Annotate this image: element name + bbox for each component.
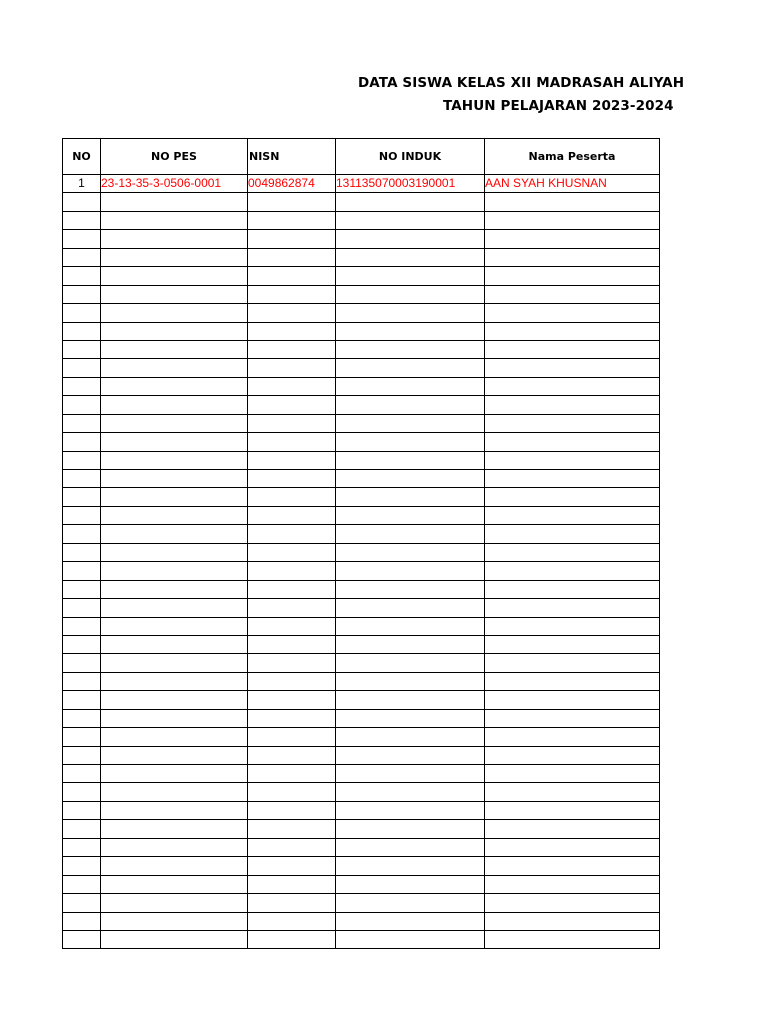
cell-nama-peserta [485, 894, 660, 912]
cell-no-induk [336, 451, 485, 469]
cell-nisn [248, 635, 336, 653]
cell-nama-peserta [485, 396, 660, 414]
cell-no-pes [101, 285, 248, 303]
cell-no-pes [101, 838, 248, 856]
cell-nisn [248, 728, 336, 746]
cell-nisn: 0049862874 [248, 175, 336, 193]
cell-no [63, 414, 101, 432]
header-no: NO [63, 139, 101, 175]
cell-no [63, 783, 101, 801]
cell-no [63, 230, 101, 248]
cell-no-induk [336, 765, 485, 783]
cell-no [63, 285, 101, 303]
cell-nisn [248, 285, 336, 303]
cell-nisn [248, 211, 336, 229]
cell-nama-peserta [485, 709, 660, 727]
cell-no-induk [336, 322, 485, 340]
document-title [0, 0, 768, 130]
cell-nama-peserta [485, 838, 660, 856]
cell-nisn [248, 599, 336, 617]
cell-no [63, 433, 101, 451]
cell-nisn [248, 359, 336, 377]
table-row [63, 285, 660, 303]
cell-nama-peserta [485, 230, 660, 248]
cell-nisn [248, 672, 336, 690]
cell-nama-peserta [485, 322, 660, 340]
cell-no-pes [101, 875, 248, 893]
cell-no-induk: 131135070003190001 [336, 175, 485, 193]
cell-no [63, 193, 101, 211]
cell-nisn [248, 433, 336, 451]
table-row [63, 783, 660, 801]
cell-nisn [248, 580, 336, 598]
cell-nama-peserta [485, 691, 660, 709]
title-line-2: TAHUN PELAJARAN 2023-2024 [443, 98, 674, 114]
cell-nisn [248, 617, 336, 635]
cell-no-pes [101, 765, 248, 783]
cell-nama-peserta [485, 654, 660, 672]
title-line-1: DATA SISWA KELAS XII MADRASAH ALIYAH [358, 75, 685, 91]
table-row [63, 267, 660, 285]
cell-no-pes [101, 322, 248, 340]
cell-no-pes [101, 930, 248, 948]
cell-no-induk [336, 580, 485, 598]
cell-no-pes [101, 728, 248, 746]
cell-no [63, 728, 101, 746]
table-row [63, 248, 660, 266]
cell-no-induk [336, 396, 485, 414]
cell-nama-peserta [485, 857, 660, 875]
cell-no-induk [336, 562, 485, 580]
table-row [63, 820, 660, 838]
cell-nama-peserta [485, 488, 660, 506]
cell-no [63, 875, 101, 893]
cell-nisn [248, 451, 336, 469]
cell-nisn [248, 691, 336, 709]
table-row [63, 801, 660, 819]
cell-nama-peserta [485, 193, 660, 211]
table-row [63, 175, 660, 193]
cell-no-induk [336, 709, 485, 727]
cell-nisn [248, 525, 336, 543]
cell-no-pes [101, 525, 248, 543]
table-row [63, 414, 660, 432]
cell-nisn [248, 654, 336, 672]
cell-no [63, 580, 101, 598]
cell-no-induk [336, 672, 485, 690]
table-row [63, 709, 660, 727]
cell-no-pes [101, 377, 248, 395]
cell-no [63, 709, 101, 727]
header-no-induk: NO INDUK [336, 139, 485, 175]
cell-no [63, 543, 101, 561]
cell-no: 1 [63, 175, 101, 193]
cell-nama-peserta [485, 728, 660, 746]
cell-nama-peserta [485, 820, 660, 838]
cell-nisn [248, 340, 336, 358]
cell-nama-peserta [485, 930, 660, 948]
table-row [63, 672, 660, 690]
cell-no [63, 930, 101, 948]
cell-no-pes [101, 543, 248, 561]
cell-nama-peserta [485, 248, 660, 266]
cell-no [63, 894, 101, 912]
cell-no-pes [101, 267, 248, 285]
cell-nama-peserta [485, 746, 660, 764]
table-row [63, 894, 660, 912]
cell-no-induk [336, 193, 485, 211]
cell-nisn [248, 820, 336, 838]
cell-nisn [248, 857, 336, 875]
table-row [63, 322, 660, 340]
cell-no [63, 635, 101, 653]
cell-nisn [248, 562, 336, 580]
cell-nama-peserta [485, 414, 660, 432]
cell-no-pes [101, 230, 248, 248]
cell-nisn [248, 746, 336, 764]
cell-nama-peserta [485, 801, 660, 819]
cell-no-induk [336, 248, 485, 266]
cell-no [63, 267, 101, 285]
cell-nama-peserta [485, 525, 660, 543]
cell-no-pes [101, 635, 248, 653]
cell-no-induk [336, 728, 485, 746]
cell-nama-peserta [485, 470, 660, 488]
cell-no-induk [336, 304, 485, 322]
cell-nisn [248, 193, 336, 211]
cell-no-induk [336, 838, 485, 856]
cell-no-pes [101, 396, 248, 414]
table-row [63, 488, 660, 506]
table-row [63, 377, 660, 395]
cell-no-pes [101, 820, 248, 838]
cell-no-induk [336, 930, 485, 948]
header-nama-peserta: Nama Peserta [485, 139, 660, 175]
cell-no-induk [336, 359, 485, 377]
cell-nama-peserta [485, 617, 660, 635]
cell-no-pes [101, 248, 248, 266]
table-row [63, 617, 660, 635]
cell-no-pes [101, 304, 248, 322]
cell-no-induk [336, 377, 485, 395]
table-row [63, 691, 660, 709]
cell-nisn [248, 322, 336, 340]
cell-no-induk [336, 801, 485, 819]
cell-no [63, 377, 101, 395]
cell-nama-peserta [485, 912, 660, 930]
table-row [63, 525, 660, 543]
cell-nama-peserta [485, 506, 660, 524]
cell-no-induk [336, 635, 485, 653]
cell-nisn [248, 506, 336, 524]
cell-no [63, 801, 101, 819]
table-row [63, 930, 660, 948]
cell-nisn [248, 912, 336, 930]
cell-no [63, 506, 101, 524]
cell-no-pes [101, 580, 248, 598]
cell-no-induk [336, 894, 485, 912]
table-row [63, 433, 660, 451]
table-row [63, 580, 660, 598]
cell-no-induk [336, 543, 485, 561]
table-row [63, 340, 660, 358]
student-table [62, 138, 660, 949]
cell-no-induk [336, 488, 485, 506]
cell-no [63, 654, 101, 672]
cell-no-pes [101, 801, 248, 819]
cell-no-induk [336, 857, 485, 875]
header-nisn: NISN [248, 139, 336, 175]
cell-no-pes [101, 193, 248, 211]
cell-nama-peserta: AAN SYAH KHUSNAN [485, 175, 660, 193]
cell-no [63, 746, 101, 764]
table-row [63, 543, 660, 561]
cell-no [63, 765, 101, 783]
cell-no-pes [101, 709, 248, 727]
cell-no-induk [336, 654, 485, 672]
table-row [63, 765, 660, 783]
cell-no [63, 304, 101, 322]
table-row [63, 396, 660, 414]
cell-nisn [248, 248, 336, 266]
cell-nisn [248, 267, 336, 285]
table-row [63, 470, 660, 488]
cell-nisn [248, 470, 336, 488]
table-row [63, 304, 660, 322]
cell-no [63, 470, 101, 488]
cell-no-pes [101, 912, 248, 930]
cell-nisn [248, 783, 336, 801]
table-row [63, 875, 660, 893]
cell-no-induk [336, 230, 485, 248]
cell-nisn [248, 894, 336, 912]
table-row [63, 359, 660, 377]
cell-nama-peserta [485, 377, 660, 395]
cell-no-induk [336, 691, 485, 709]
cell-no-induk [336, 285, 485, 303]
cell-no-pes [101, 654, 248, 672]
cell-no-pes [101, 562, 248, 580]
cell-nama-peserta [485, 451, 660, 469]
cell-no-induk [336, 340, 485, 358]
cell-no [63, 838, 101, 856]
cell-no-pes [101, 783, 248, 801]
cell-nama-peserta [485, 562, 660, 580]
cell-no-induk [336, 470, 485, 488]
cell-no-induk [336, 599, 485, 617]
cell-no-pes [101, 506, 248, 524]
cell-nisn [248, 930, 336, 948]
cell-nama-peserta [485, 285, 660, 303]
cell-nama-peserta [485, 783, 660, 801]
cell-no [63, 691, 101, 709]
cell-nisn [248, 230, 336, 248]
cell-no-pes [101, 451, 248, 469]
cell-nama-peserta [485, 672, 660, 690]
cell-no [63, 525, 101, 543]
cell-nisn [248, 396, 336, 414]
cell-nama-peserta [485, 304, 660, 322]
cell-no-pes [101, 414, 248, 432]
cell-no-pes [101, 691, 248, 709]
cell-no-induk [336, 433, 485, 451]
cell-nama-peserta [485, 635, 660, 653]
table-row [63, 746, 660, 764]
table-row [63, 728, 660, 746]
cell-nama-peserta [485, 211, 660, 229]
table-row [63, 857, 660, 875]
cell-no-pes [101, 488, 248, 506]
cell-nisn [248, 304, 336, 322]
table-row [63, 599, 660, 617]
cell-no [63, 820, 101, 838]
cell-no-pes [101, 470, 248, 488]
cell-no-pes [101, 599, 248, 617]
cell-no-pes [101, 359, 248, 377]
cell-nama-peserta [485, 875, 660, 893]
cell-no-pes [101, 746, 248, 764]
cell-no-pes [101, 433, 248, 451]
cell-no-pes [101, 894, 248, 912]
cell-no-pes: 23-13-35-3-0506-0001 [101, 175, 248, 193]
cell-no-induk [336, 746, 485, 764]
table-row [63, 451, 660, 469]
cell-nisn [248, 377, 336, 395]
table-row [63, 506, 660, 524]
cell-no [63, 359, 101, 377]
cell-no-pes [101, 857, 248, 875]
cell-no [63, 672, 101, 690]
cell-nama-peserta [485, 580, 660, 598]
table-row [63, 562, 660, 580]
cell-nama-peserta [485, 359, 660, 377]
cell-nisn [248, 801, 336, 819]
cell-nisn [248, 765, 336, 783]
cell-no [63, 322, 101, 340]
cell-no-pes [101, 340, 248, 358]
cell-no-induk [336, 820, 485, 838]
cell-no-induk [336, 211, 485, 229]
table-row [63, 838, 660, 856]
table-row [63, 912, 660, 930]
cell-no [63, 488, 101, 506]
cell-no-pes [101, 617, 248, 635]
cell-no [63, 211, 101, 229]
cell-no [63, 451, 101, 469]
table-row [63, 230, 660, 248]
cell-no [63, 248, 101, 266]
cell-no-induk [336, 525, 485, 543]
cell-no [63, 340, 101, 358]
cell-no [63, 562, 101, 580]
cell-no [63, 912, 101, 930]
cell-nisn [248, 414, 336, 432]
table-body [63, 175, 660, 949]
cell-nisn [248, 709, 336, 727]
cell-nama-peserta [485, 433, 660, 451]
cell-nama-peserta [485, 599, 660, 617]
cell-no [63, 857, 101, 875]
cell-no-pes [101, 211, 248, 229]
table-header-row [63, 139, 660, 175]
cell-nisn [248, 875, 336, 893]
table-row [63, 193, 660, 211]
cell-nisn [248, 543, 336, 561]
cell-nama-peserta [485, 340, 660, 358]
cell-no-induk [336, 414, 485, 432]
cell-nisn [248, 838, 336, 856]
table-row [63, 211, 660, 229]
cell-nama-peserta [485, 267, 660, 285]
cell-no-induk [336, 506, 485, 524]
cell-no-induk [336, 912, 485, 930]
cell-no-induk [336, 267, 485, 285]
cell-no-induk [336, 783, 485, 801]
cell-no [63, 396, 101, 414]
table-row [63, 635, 660, 653]
cell-no-induk [336, 875, 485, 893]
cell-no [63, 599, 101, 617]
cell-nama-peserta [485, 765, 660, 783]
cell-no-induk [336, 617, 485, 635]
cell-nisn [248, 488, 336, 506]
cell-nama-peserta [485, 543, 660, 561]
cell-no [63, 617, 101, 635]
cell-no-pes [101, 672, 248, 690]
table-row [63, 654, 660, 672]
header-no-pes: NO PES [101, 139, 248, 175]
